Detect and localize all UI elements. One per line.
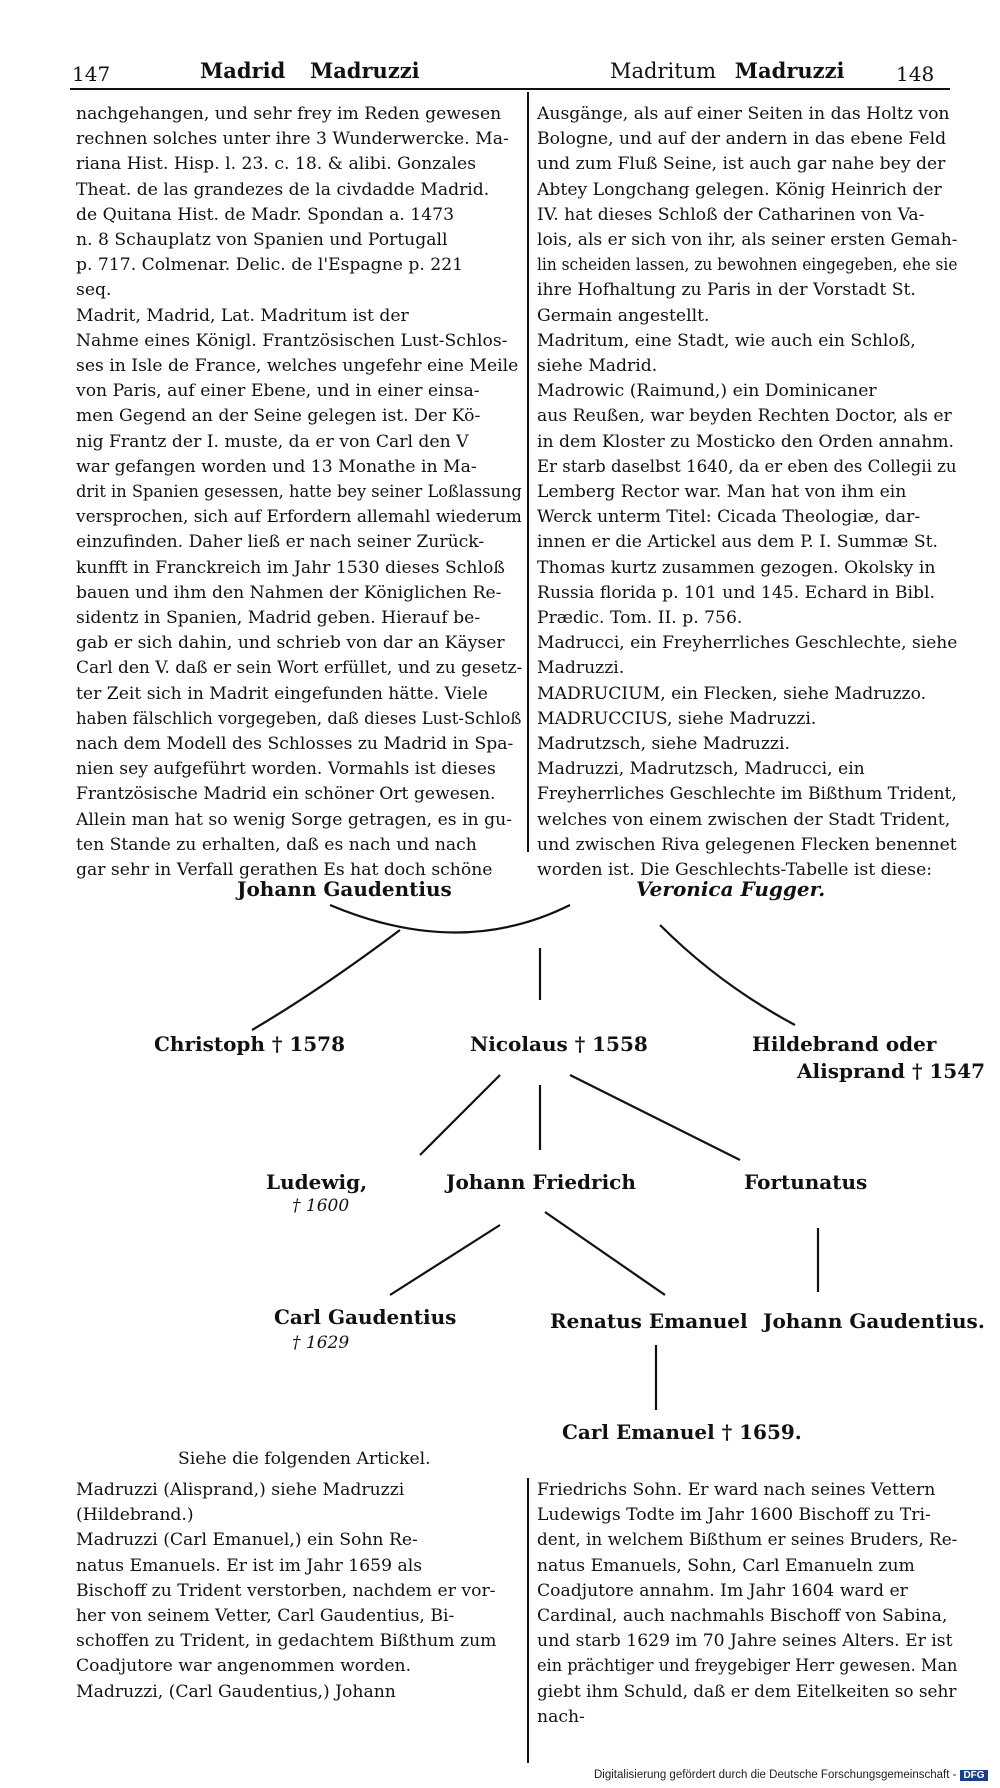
text-line: Madruzzi. — [537, 658, 625, 679]
tree-veronica-fugger: Veronica Fugger. — [636, 877, 826, 901]
text-line: lois, als er sich von ihr, als seiner ersten Gemah- — [537, 230, 958, 251]
text-line: innen er die Artickel aus dem P. I. Summæ St. — [537, 532, 938, 553]
text-line: natus Emanuels, Sohn, Carl Emanueln zum — [537, 1555, 915, 1576]
text-line: siehe Madrid. — [537, 356, 658, 377]
text-line: Madrutzsch, siehe Madruzzi. — [537, 734, 790, 755]
right-title-a: Madritum — [610, 59, 717, 83]
text-line: und zum Fluß Seine, ist auch gar nahe bey der — [537, 154, 946, 175]
text-line: MADRUCIUM, ein Flecken, siehe Madruzzo. — [537, 683, 927, 704]
text-line: de Quitana Hist. de Madr. Spondan a. 1473 — [76, 204, 454, 225]
text-line: natus Emanuels. Er ist im Jahr 1659 als — [76, 1555, 423, 1576]
text-line: nachgehangen, und sehr frey im Reden gewesen — [76, 104, 502, 124]
text-line: rechnen solches unter ihre 3 Wunderwercke. Ma- — [76, 129, 509, 150]
text-line: (Hildebrand.) — [76, 1505, 194, 1526]
text-line: dent, in welchem Bißthum er seines Bruders, Re- — [537, 1530, 958, 1551]
text-line: men Gegend an der Seine gelegen ist. Der Kö- — [76, 406, 481, 427]
tree-ludewig-date: † 1600 — [292, 1196, 350, 1216]
text-line: gar sehr in Verfall gerathen Es hat doch schöne — [76, 860, 493, 881]
text-line: haben fälschlich vorgegeben, daß dieses Lust-Schloß — [76, 708, 522, 729]
text-line: drit in Spanien gesessen, hatte bey seiner Loßlassung — [76, 482, 522, 503]
text-line: Werck unterm Titel: Cicada Theologiæ, dar- — [537, 507, 921, 528]
text-line: Coadjutore war angenommen worden. — [76, 1656, 412, 1677]
tree-christoph: Christoph † 1578 — [154, 1032, 346, 1056]
text-line: von Paris, auf einer Ebene, und in einer einsa- — [76, 381, 480, 402]
text-line: sidentz in Spanien, Madrid geben. Hierauf be- — [76, 608, 481, 629]
tree-carl-emanuel: Carl Emanuel † 1659. — [562, 1420, 802, 1444]
line-ludewig — [420, 1075, 500, 1155]
text-line: Abtey Longchang gelegen. König Heinrich der — [537, 179, 942, 200]
text-line: ein prächtiger und freygebiger Herr gewesen. Man — [537, 1656, 958, 1677]
text-line: nig Frantz der I. muste, da er von Carl den V — [76, 431, 469, 452]
column-divider-bottom — [527, 1478, 529, 1763]
text-line: Ausgänge, als auf einer Seiten in das Holtz von — [537, 104, 950, 124]
left-page-number: 147 — [72, 62, 111, 86]
text-line: Russia florida p. 101 und 145. Echard in Bibl. — [537, 582, 935, 603]
text-line: nach- — [537, 1706, 585, 1727]
right-title-b: Madruzzi — [734, 58, 845, 83]
text-line: kunfft in Franckreich im Jahr 1530 dieses Schloß — [76, 557, 505, 578]
text-line: MADRUCCIUS, siehe Madruzzi. — [537, 708, 817, 729]
text-line: Freyherrliches Geschlechte im Bißthum Trident, — [537, 784, 957, 805]
text-line: einzufinden. Daher ließ er nach seiner Zurück- — [76, 532, 485, 553]
text-line: gab er sich dahin, und schrieb von dar an Käyser — [76, 633, 505, 654]
text-line: aus Reußen, war beyden Rechten Doctor, als er — [537, 406, 952, 427]
text-line: Madruzzi (Carl Emanuel,) ein Sohn Re- — [76, 1530, 418, 1551]
text-line: riana Hist. Hisp. l. 23. c. 18. & alibi. Gonzales — [76, 154, 477, 175]
text-line: Coadjutore annahm. Im Jahr 1604 ward er — [537, 1580, 908, 1601]
text-line: Er starb daselbst 1640, da er eben des Collegii zu — [537, 456, 957, 477]
text-line: worden ist. Die Geschlechts-Tabelle ist diese: — [537, 860, 933, 881]
tree-johann-friedrich: Johann Friedrich — [446, 1170, 636, 1194]
text-line: Lemberg Rector war. Man hat von ihm ein — [537, 482, 907, 503]
bottom-left-column — [76, 1478, 522, 1705]
tree-hildebrand-line1: Hildebrand oder — [752, 1032, 937, 1056]
text-line: war gefangen worden und 13 Monathe in Ma- — [76, 456, 477, 477]
text-line: Bischoff zu Trident verstorben, nachdem er vor- — [76, 1580, 496, 1601]
text-line: Prædic. Tom. II. p. 756. — [537, 608, 743, 629]
text-line: Friedrichs Sohn. Er ward nach seines Vettern — [537, 1480, 936, 1500]
text-line: und starb 1629 im 70 Jahre seines Alters. Er ist — [537, 1631, 953, 1652]
tree-carl-gaudentius-date: † 1629 — [292, 1333, 350, 1353]
text-line: Cardinal, auch nachmahls Bischoff von Sabina, — [537, 1606, 948, 1627]
tree-johann-gaudentius-2: Johann Gaudentius. — [763, 1309, 985, 1333]
text-line: ses in Isle de France, welches ungefehr eine Meile — [76, 356, 519, 377]
text-line: nien sey aufgeführt worden. Vormahls ist dieses — [76, 759, 496, 780]
tree-ludewig: Ludewig, — [266, 1170, 368, 1194]
text-line: Germain angestellt. — [537, 305, 710, 326]
left-title-a: Madrid — [200, 58, 286, 83]
text-line: Madruzzi, (Carl Gaudentius,) Johann — [76, 1681, 396, 1702]
text-line: giebt ihm Schuld, daß er dem Eitelkeiten so sehr — [537, 1681, 957, 1702]
text-line: Allein man hat so wenig Sorge getragen, es in gu- — [76, 809, 512, 830]
text-line: Thomas kurtz zusammen gezogen. Okolsky in — [537, 557, 936, 578]
text-line: Madruzzi (Alisprand,) siehe Madruzzi — [76, 1480, 405, 1500]
text-line: nach dem Modell des Schlosses zu Madrid in Spa- — [76, 734, 514, 755]
text-line: n. 8 Schauplatz von Spanien und Portugall — [76, 230, 448, 251]
text-line: in dem Kloster zu Mosticko den Orden annahm. — [537, 431, 955, 452]
text-line: IV. hat dieses Schloß der Catharinen von Va- — [537, 204, 925, 225]
text-line: her von seinem Vetter, Carl Gaudentius, Bi- — [76, 1606, 455, 1627]
digitization-footer — [594, 1769, 988, 1781]
tree-carl-gaudentius: Carl Gaudentius — [274, 1305, 457, 1329]
text-line: Theat. de las grandezes de la civdadde Madrid. — [76, 179, 490, 200]
text-line: Carl den V. daß er sein Wort erfüllet, und zu gesetz- — [76, 658, 523, 679]
text-line: Bologne, und auf der andern in das ebene Feld — [537, 129, 947, 150]
tree-fortunatus: Fortunatus — [744, 1170, 868, 1194]
text-line: Madrit, Madrid, Lat. Madritum ist der — [76, 305, 409, 326]
text-line: Frantzösische Madrid ein schöner Ort gewesen. — [76, 784, 496, 805]
text-line: welches von einem zwischen der Stadt Trident, — [537, 809, 951, 830]
text-line: ter Zeit sich in Madrit eingefunden hätte. Viele — [76, 683, 488, 704]
right-page-number: 148 — [896, 62, 935, 86]
text-line: Madrucci, ein Freyherrliches Geschlechte, siehe — [537, 633, 958, 654]
text-line: und zwischen Riva gelegenen Flecken benennet — [537, 834, 957, 855]
left-title-b: Madruzzi — [309, 58, 420, 83]
text-line: bauen und ihm den Nahmen der Königlichen Re- — [76, 582, 502, 603]
text-line: seq. — [76, 280, 112, 301]
tree-nicolaus: Nicolaus † 1558 — [470, 1032, 648, 1056]
see-following-articles: Siehe die folgenden Artickel. — [178, 1449, 431, 1469]
line-renatus — [545, 1212, 665, 1295]
text-line: Madruzzi, Madrutzsch, Madrucci, ein — [537, 759, 865, 780]
tree-renatus-emanuel: Renatus Emanuel — [550, 1309, 748, 1333]
line-christoph — [252, 930, 400, 1030]
tree-johann-gaudentius: Johann Gaudentius — [237, 877, 452, 901]
line-carl-gaudentius — [390, 1225, 500, 1295]
footer-text: Digitalisierung gefördert durch die Deutsche Forschungsgemeinschaft - — [594, 1769, 957, 1781]
text-line: Madrowic (Raimund,) ein Dominicaner — [537, 381, 877, 402]
text-line: Madritum, eine Stadt, wie auch ein Schloß, — [537, 330, 916, 351]
text-line: lin scheiden lassen, zu bewohnen eingegeben, ehe sie — [537, 255, 958, 276]
text-line: p. 717. Colmenar. Delic. de l'Espagne p. 221 — [76, 255, 464, 276]
text-line: versprochen, sich auf Erfordern allemahl wiederum — [76, 507, 522, 528]
text-line: Ludewigs Todte im Jahr 1600 Bischoff zu Tri- — [537, 1505, 931, 1526]
dfg-logo: DFG — [960, 1770, 987, 1781]
text-line: ihre Hofhaltung zu Paris in der Vorstadt St. — [537, 280, 916, 301]
bottom-right-column — [537, 1478, 957, 1730]
tree-hildebrand-line2: Alisprand † 1547 — [797, 1059, 986, 1083]
marriage-line — [330, 905, 570, 933]
line-fortunatus — [570, 1075, 740, 1160]
text-line: Nahme eines Königl. Frantzösischen Lust-Schlos- — [76, 330, 508, 351]
text-line: ten Stande zu erhalten, daß es nach und nach — [76, 834, 477, 855]
line-hildebrand — [660, 925, 795, 1025]
text-line: schoffen zu Trident, in gedachtem Bißthum zum — [76, 1631, 497, 1652]
